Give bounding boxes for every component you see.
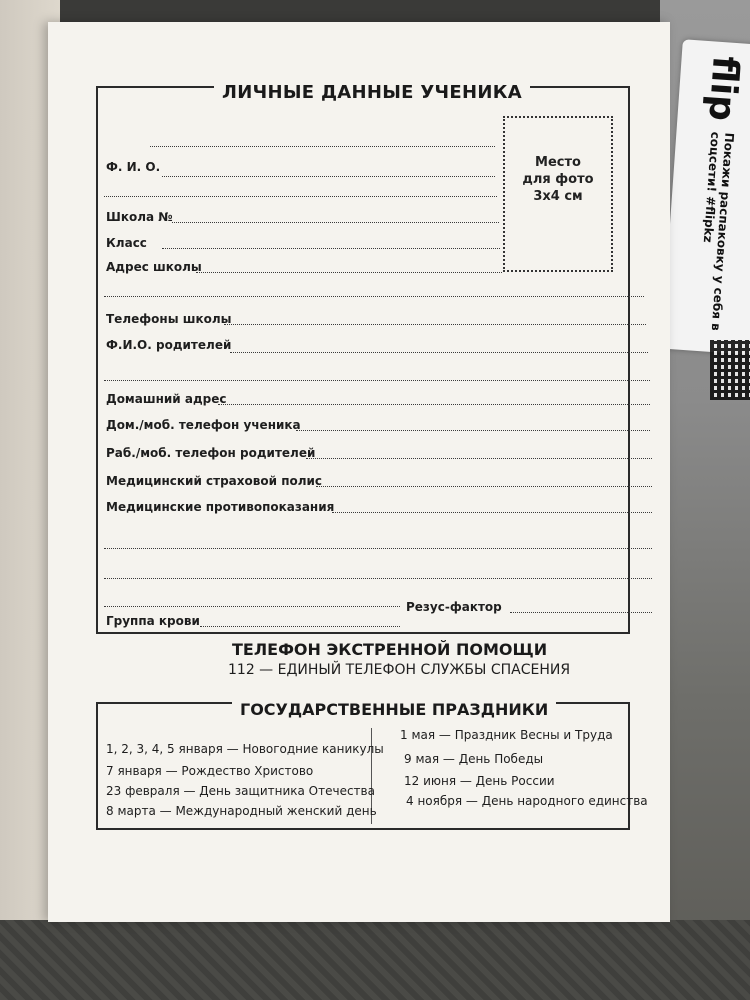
dotted-line-parents-phone	[306, 458, 652, 459]
personal-data-title: ЛИЧНЫЕ ДАННЫЕ УЧЕНИКА	[214, 82, 530, 103]
field-student-phone-label: Дом./моб. телефон ученика	[106, 418, 301, 432]
dotted-line	[104, 548, 652, 549]
holiday-item: 23 февраля — День защитника Отечества	[106, 784, 375, 798]
emergency-text: 112 — ЕДИНЫЙ ТЕЛЕФОН СЛУЖБЫ СПАСЕНИЯ	[228, 662, 571, 678]
holidays-title: ГОСУДАРСТВЕННЫЕ ПРАЗДНИКИ	[232, 700, 556, 719]
field-school-phones-label: Телефоны школы	[106, 312, 232, 326]
dotted-line	[104, 380, 650, 381]
qr-code-icon	[710, 340, 750, 400]
field-school-label: Школа №	[106, 210, 173, 224]
holiday-item: 8 марта — Международный женский день	[106, 804, 377, 818]
dotted-line-blood-group	[200, 626, 400, 627]
holiday-item: 9 мая — День Победы	[404, 752, 544, 766]
holiday-item: 4 ноября — День народного единства	[406, 794, 648, 808]
dotted-line	[104, 196, 497, 197]
flip-slogan: Покажи распаковку у себя в соцсети! #flipkz	[700, 131, 737, 332]
holiday-item: 7 января — Рождество Христово	[106, 764, 314, 778]
dotted-line	[150, 146, 495, 147]
holiday-item: 12 июня — День России	[404, 774, 555, 788]
field-school-address-label: Адрес школы	[106, 260, 202, 274]
field-contraindications-label: Медицинские противопоказания	[106, 500, 335, 514]
photo-placeholder	[503, 116, 613, 272]
dotted-line-rh-factor	[510, 612, 652, 613]
holiday-item: 1 мая — Праздник Весны и Труда	[400, 728, 613, 742]
dotted-line	[104, 606, 400, 607]
dotted-line-fio	[162, 176, 495, 177]
field-parents-phone-label: Раб./моб. телефон родителей	[106, 446, 316, 460]
holiday-item: 1, 2, 3, 4, 5 января — Новогодние каникулы	[106, 742, 384, 756]
dotted-line-home-address	[218, 404, 650, 405]
flip-logo: flip	[700, 54, 746, 123]
dotted-line-contraindications	[332, 512, 652, 513]
field-parents-fio-label: Ф.И.О. родителей	[106, 338, 232, 352]
photo-placeholder-text: Место для фото 3х4 см	[522, 154, 594, 204]
field-home-address-label: Домашний адрес	[106, 392, 227, 406]
field-fio-label: Ф. И. О.	[106, 160, 161, 174]
dotted-line	[104, 578, 652, 579]
dotted-line-insurance	[316, 486, 652, 487]
dotted-line	[104, 296, 644, 297]
field-class-label: Класс	[106, 236, 147, 250]
dotted-line-student-phone	[296, 430, 650, 431]
dotted-line-school-address	[196, 272, 502, 273]
dotted-line-school	[172, 222, 499, 223]
emergency-title: ТЕЛЕФОН ЭКСТРЕННОЙ ПОМОЩИ	[232, 640, 548, 659]
field-blood-group-label: Группа крови	[106, 614, 200, 628]
dotted-line-school-phones	[224, 324, 646, 325]
dotted-line-class	[162, 248, 500, 249]
background-floor	[0, 920, 750, 1000]
field-insurance-label: Медицинский страховой полис	[106, 474, 323, 488]
field-rh-factor-label: Резус-фактор	[406, 600, 502, 614]
dotted-line-parents-fio	[230, 352, 648, 353]
